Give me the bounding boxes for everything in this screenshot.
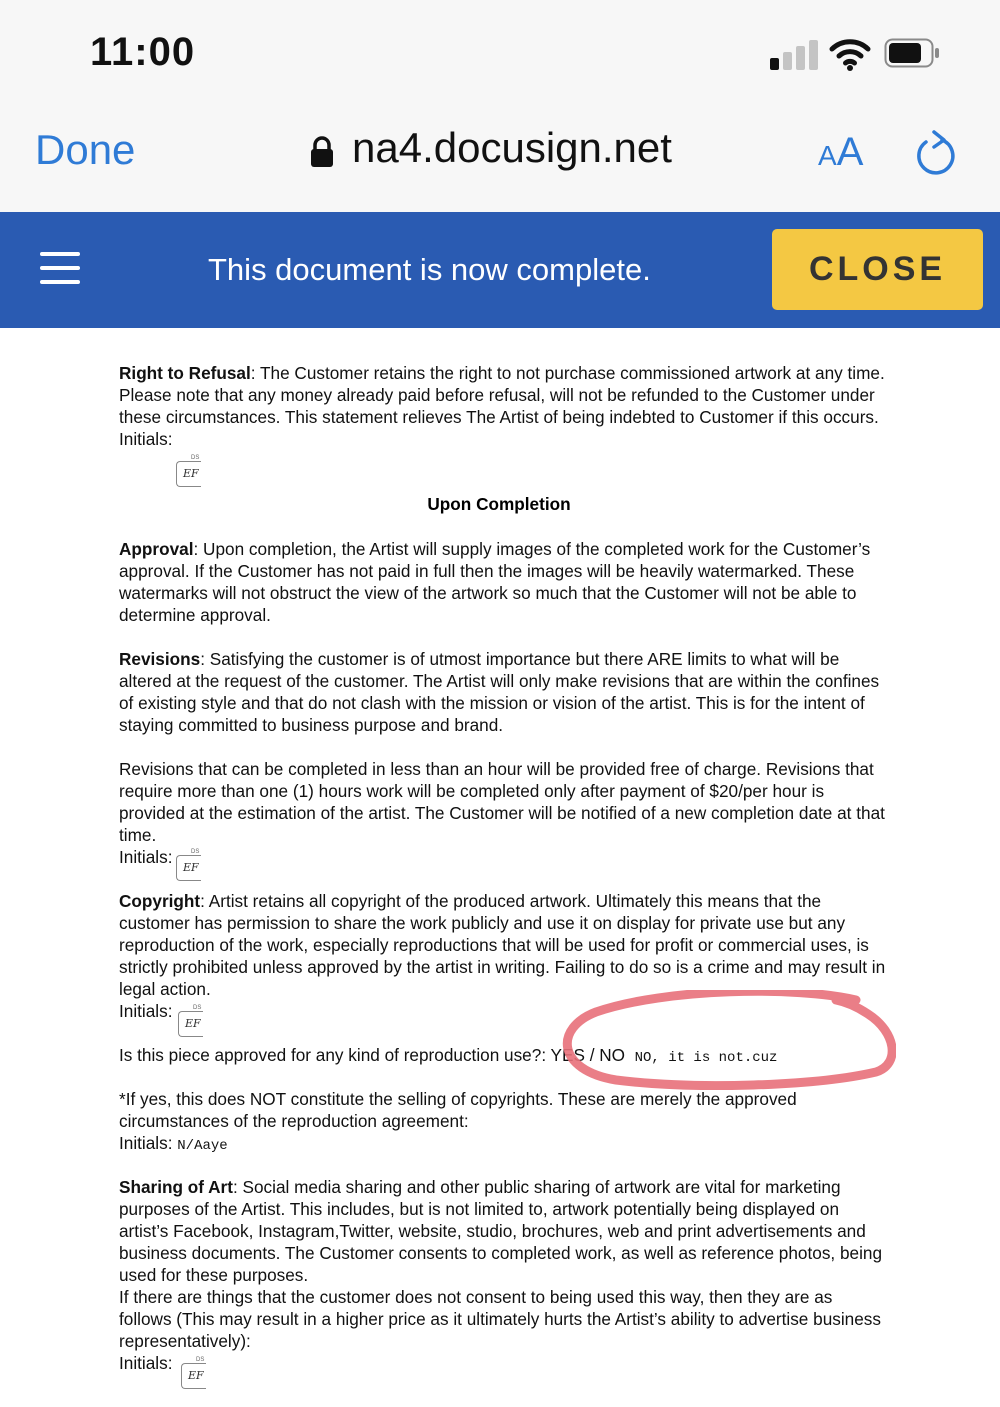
revisions-section xyxy=(119,648,889,736)
sharing-section xyxy=(119,1176,889,1374)
reproduction-options: : YES / NO xyxy=(541,1045,626,1065)
initials-stamp xyxy=(176,455,201,487)
if-yes-note-text: *If yes, this does NOT constitute the selling of copyrights. These are merely the approved circumstances of the reproduction agreement: xyxy=(119,1089,797,1131)
initials-value: EF xyxy=(188,1369,204,1382)
red-circle-annotation xyxy=(556,990,896,1090)
initials-value: EF xyxy=(183,467,199,480)
initials-value: EF xyxy=(183,861,199,874)
refusal-body: : The Customer retains the right to not purchase commissioned artwork at any time. Please note that any money already paid before refusal, will not be refunded to the Customer under these circumstances. This statement relieves The Artist of being indebted to Customer if this occurs. xyxy=(119,363,885,427)
refusal-section xyxy=(119,362,889,450)
sharing-body-2: If there are things that the customer does not consent to being used this way, then they are as follows (This may result in a higher price as it ultimately hurts the Artist’s ability to advertise business representatively): xyxy=(119,1287,881,1351)
status-bar xyxy=(0,0,1000,100)
initials-label: Initials: xyxy=(119,1353,173,1373)
approval-title: Approval xyxy=(119,539,194,559)
reload-icon[interactable] xyxy=(912,128,958,178)
wifi-icon xyxy=(828,36,872,72)
reproduction-question-text: Is this piece approved for any kind of reproduction use? xyxy=(119,1045,542,1065)
ds-mark: DS xyxy=(196,1357,205,1363)
cellular-signal-icon xyxy=(770,40,818,70)
refusal-title: Right to Refusal xyxy=(119,363,251,383)
initials-label: Initials: xyxy=(119,1001,173,1021)
revisions-pricing xyxy=(119,758,889,868)
lock-icon xyxy=(310,136,334,168)
ds-mark: DS xyxy=(191,455,200,461)
initials-stamp xyxy=(178,1005,203,1037)
if-yes-note xyxy=(119,1088,889,1157)
copyright-title: Copyright xyxy=(119,891,201,911)
sharing-body: : Social media sharing and other public sharing of artwork are vital for marketing purposes of the Artist. This includes, but is not limited to, artwork potentially being displayed on artist’s Facebook, Instagram,Twitter, website, studio, brochures, web and print advertisements and business documents. The Customer consents to completed work, as well as reference photos, being used for these purposes. xyxy=(119,1177,883,1285)
battery-icon xyxy=(884,38,940,68)
text-size-small-glyph: A xyxy=(818,140,837,171)
initials-label: Initials: xyxy=(119,429,173,449)
approval-body: : Upon completion, the Artist will supply images of the completed work for the Customer’s approval. If the Customer has not paid in full then the images will be heavily watermarked. These watermarks will not obstruct the view of the artwork so much that the Customer will not be able to determine approval. xyxy=(119,539,871,625)
approval-section xyxy=(119,538,889,626)
initials-label: Initials: xyxy=(119,847,173,867)
url-field[interactable]: na4.docusign.net xyxy=(352,124,672,171)
initials-value: EF xyxy=(185,1017,201,1030)
completion-banner xyxy=(0,212,1000,328)
ds-mark: DS xyxy=(191,849,200,855)
status-time: 11:00 xyxy=(90,30,196,74)
initials-stamp xyxy=(176,849,201,881)
initials-stamp xyxy=(181,1357,206,1389)
revisions-body: : Satisfying the customer is of utmost importance but there ARE limits to what will be altered at the request of the customer. The Artist will only make revisions that are within the confines of existing style and that do not clash with the mission or vision of the artist. This is for the intent of staying committed to business purpose and brand. xyxy=(119,649,880,735)
done-button[interactable]: Done xyxy=(35,126,136,173)
text-size-button[interactable] xyxy=(818,130,863,175)
reproduction-answer: NO, it is not.cuz xyxy=(634,1050,778,1066)
revisions-body-2: Revisions that can be completed in less than an hour will be provided free of charge. Revisions that require more than one (1) hours work will be completed only after payment of $20/per hour is provided at the estimation of the artist. The Customer will be notified of a new completion date at that time. xyxy=(119,759,885,845)
close-button[interactable]: CLOSE xyxy=(772,229,983,310)
ds-mark: DS xyxy=(193,1005,202,1011)
initials-na-value: N/Aaye xyxy=(177,1138,228,1154)
browser-toolbar xyxy=(0,100,1000,212)
upon-completion-heading: Upon Completion xyxy=(427,494,571,514)
revisions-title: Revisions xyxy=(119,649,201,669)
copyright-body: : Artist retains all copyright of the produced artwork. Ultimately this means that the customer has permission to share the work publicly and use it on display for private use but any reproduction of the work, especially reproductions that will be used for profit or commercial uses, is strictly prohibited unless approved by the artist in writing. Failing to do so is a crime and may result in legal action. xyxy=(119,891,886,999)
banner-message: This document is now complete. xyxy=(208,252,651,287)
hamburger-menu-icon[interactable] xyxy=(40,252,80,284)
text-size-big-glyph: A xyxy=(836,130,864,174)
initials-label: Initials: xyxy=(119,1133,178,1153)
sharing-title: Sharing of Art xyxy=(119,1177,233,1197)
